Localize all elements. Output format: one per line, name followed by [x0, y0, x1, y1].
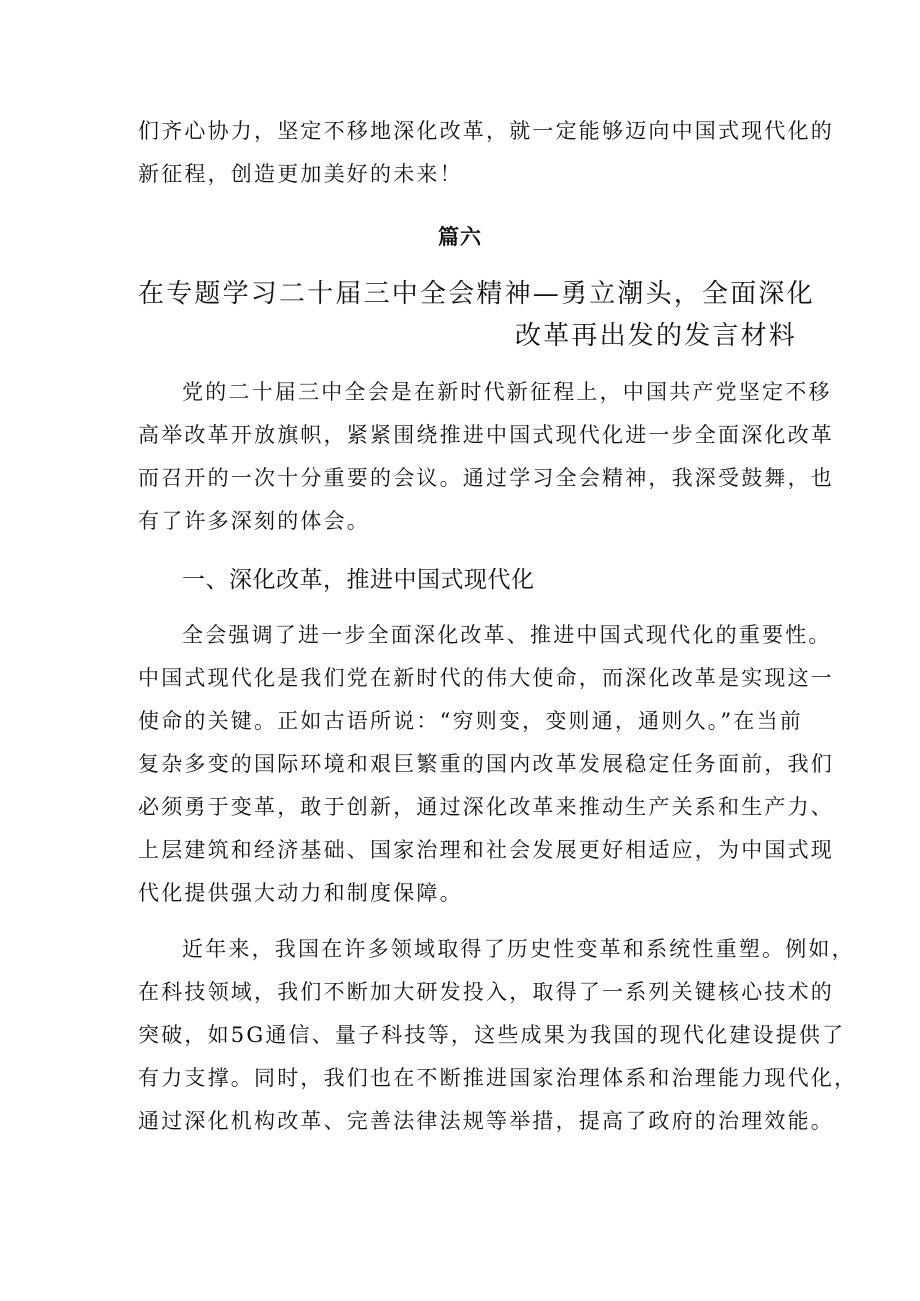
para3-line-2: 在科技领域，我们不断加大研发投入，取得了一系列关键核心技术的 — [138, 980, 834, 1004]
para2-line-1: 全会强调了进一步全面深化改革、推进中国式现代化的重要性。 — [182, 623, 832, 647]
intro-line-2: 新征程，创造更加美好的未来！ — [138, 162, 463, 186]
para2-line-5: 必须勇于变革，敢于创新，通过深化改革来推动生产关系和生产力、 — [138, 795, 834, 819]
para1-line-2: 高举改革开放旗帜，紧紧围绕推进中国式现代化进一步全面深化改革 — [138, 423, 834, 447]
para2-line-2: 中国式现代化是我们党在新时代的伟大使命，而深化改革是实现这一 — [138, 666, 834, 690]
para3-line-3: 突破，如5G通信、量子科技等，这些成果为我国的现代化建设提供了 — [138, 1023, 846, 1047]
para1-line-4: 有了许多深刻的体会。 — [138, 509, 370, 533]
para3-line-4: 有力支撑。同时，我们也在不断推进国家治理体系和治理能力现代化， — [138, 1066, 858, 1090]
para1-line-3: 而召开的一次十分重要的会议。通过学习全会精神，我深受鼓舞，也 — [138, 466, 834, 490]
para1-line-1: 党的二十届三中全会是在新时代新征程上，中国共产党坚定不移 — [182, 380, 832, 404]
para3-line-5: 通过深化机构改革、完善法律法规等举措，提高了政府的治理效能。 — [138, 1109, 834, 1133]
para2-line-3: 使命的关键。正如古语所说：“穷则变，变则通，通则久。”在当前 — [138, 709, 803, 733]
para2-line-6: 上层建筑和经济基础、国家治理和社会发展更好相适应，为中国式现 — [138, 838, 834, 862]
title-line-2: 改革再出发的发言材料 — [515, 321, 798, 351]
title-line-1: 在专题学习二十届三中全会精神—勇立潮头，全面深化 — [138, 279, 815, 309]
para2-line-4: 复杂多变的国际环境和艰巨繁重的国内改革发展稳定任务面前，我们 — [138, 752, 834, 776]
section-heading-1: 一、深化改革，推进中国式现代化 — [182, 567, 535, 593]
section-label: 篇六 — [438, 224, 482, 249]
para2-line-7: 代化提供强大动力和制度保障。 — [138, 881, 463, 905]
intro-line-1: 们齐心协力，坚定不移地深化改革，就一定能够迈向中国式现代化的 — [138, 119, 834, 143]
para3-line-1: 近年来，我国在许多领域取得了历史性变革和系统性重塑。例如， — [182, 937, 855, 961]
